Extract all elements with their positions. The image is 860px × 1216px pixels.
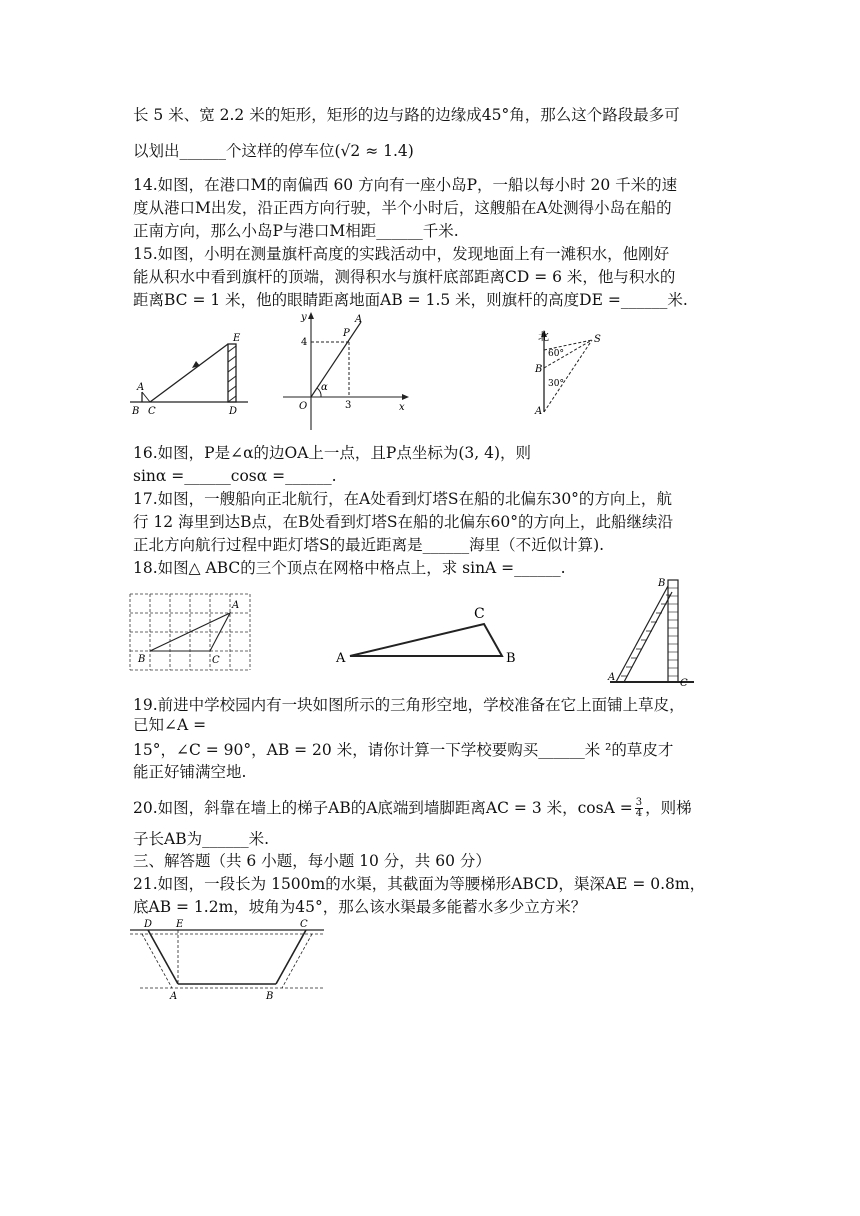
question-15-line: 能从积水中看到旗杆的顶端，测得积水与旗杆底部距离CD = 6 米，他与积水的 <box>133 268 676 286</box>
label-c: C <box>474 606 485 622</box>
label-alpha: α <box>321 382 328 393</box>
question-20-line: 子长AB为______米. <box>133 830 270 848</box>
label-e: E <box>176 919 184 930</box>
label-c: C <box>212 655 220 666</box>
question-17-line: 行 12 海里到达B点，在B处看到灯塔S在船的北偏东60°的方向上，此船继续沿 <box>133 513 673 531</box>
question-20-text: 20.如图，斜靠在墙上的梯子AB的A底端到墙脚距离AC = 3 米，cosA = <box>133 799 633 817</box>
label-north: 北 <box>538 330 549 343</box>
question-18-line: 18.如图△ ABC的三个顶点在网格中格点上，求 sinA =______. <box>133 559 566 577</box>
label-c: C <box>680 678 688 686</box>
label-d: D <box>144 919 153 930</box>
question-19-line: 15°，∠C = 90°，AB = 20 米，请你计算一下学校要购买______米 ²的草皮才 <box>133 741 674 759</box>
question-17-line: 17.如图，一艘船向正北航行，在A处看到灯塔S在船的北偏东30°的方向上，航 <box>133 490 672 508</box>
label-b: B <box>132 406 140 417</box>
grid-figure <box>128 592 252 672</box>
label-x: x <box>399 402 405 413</box>
fraction <box>635 798 643 819</box>
label-s: S <box>594 334 601 345</box>
label-a: A <box>336 651 346 666</box>
flagpole-figure <box>130 328 250 420</box>
label-60: 60° <box>548 349 564 359</box>
question-17-line: 正北方向航行过程中距灯塔S的最近距离是______海里（不近似计算). <box>133 536 605 554</box>
label-a: A <box>535 406 543 417</box>
label-a: A <box>170 991 178 1002</box>
question-16-line: 16.如图，P是∠α的边OA上一点，且P点坐标为(3, 4)，则 <box>133 444 532 462</box>
label-e: E <box>233 333 241 344</box>
fraction-numerator: 3 <box>635 796 643 808</box>
label-o: O <box>299 401 308 412</box>
label-y: y <box>301 312 307 323</box>
section-heading: 三、解答题（共 6 小题，每小题 10 分，共 60 分） <box>133 852 491 870</box>
label-c: C <box>148 406 156 417</box>
label-a: A <box>137 382 145 393</box>
label-three: 3 <box>345 400 352 411</box>
question-15-line: 距离BC = 1 米，他的眼睛距离地面AB = 1.5 米，则旗杆的高度DE =______米. <box>133 291 688 309</box>
label-c: C <box>300 919 308 930</box>
label-p: P <box>343 328 350 339</box>
question-19-line: 19.前进中学校园内有一块如图所示的三角形空地，学校准备在它上面铺上草皮， <box>133 696 685 714</box>
label-b: B <box>266 991 274 1002</box>
label-a: A <box>355 314 363 325</box>
label-b: B <box>658 578 666 589</box>
label-b: B <box>138 654 146 665</box>
question-21-line: 底AB = 1.2m，坡角为45°，那么该水渠最多能蓄水多少立方米？ <box>133 898 587 916</box>
question-14-line: 14.如图，在港口M的南偏西 60 方向有一座小岛P，一船以每小时 20 千米的速 <box>133 176 678 194</box>
compass-figure <box>532 328 612 420</box>
label-a: A <box>608 672 616 683</box>
triangle-figure <box>334 598 528 670</box>
label-b: B <box>535 364 543 375</box>
question-14-line: 度从港口M出发，沿正西方向行驶，半个小时后，这艘船在A处测得小岛在船的 <box>133 199 672 217</box>
question-20-line <box>133 797 692 819</box>
label-a: A <box>232 600 240 611</box>
ladder-figure <box>604 576 704 686</box>
canal-figure <box>128 918 328 1002</box>
question-20-text: ，则梯 <box>645 799 692 817</box>
label-b: B <box>506 651 516 666</box>
question-19-line: 能正好铺满空地. <box>133 763 247 781</box>
label-d: D <box>229 406 238 417</box>
text-line: 以划出______个这样的停车位(√2 ≈ 1.4) <box>133 142 414 160</box>
label-30: 30° <box>548 379 564 389</box>
question-15-line: 15.如图，小明在测量旗杆高度的实践活动中，发现地面上有一滩积水，他刚好 <box>133 245 670 263</box>
label-four: 4 <box>301 337 308 348</box>
question-14-line: 正南方向，那么小岛P与港口M相距______千米. <box>133 222 459 240</box>
question-19-line: 已知∠A = <box>133 716 207 734</box>
coordinate-figure <box>283 310 413 434</box>
question-16-line: sinα =______cosα =______. <box>133 467 337 485</box>
fraction-denominator: 4 <box>635 807 643 819</box>
text-line: 长 5 米、宽 2.2 米的矩形，矩形的边与路的边缘成45°角，那么这个路段最多可 <box>133 106 680 124</box>
question-21-line: 21.如图，一段长为 1500m的水渠，其截面为等腰梯形ABCD，渠深AE = 0.8m， <box>133 875 706 893</box>
